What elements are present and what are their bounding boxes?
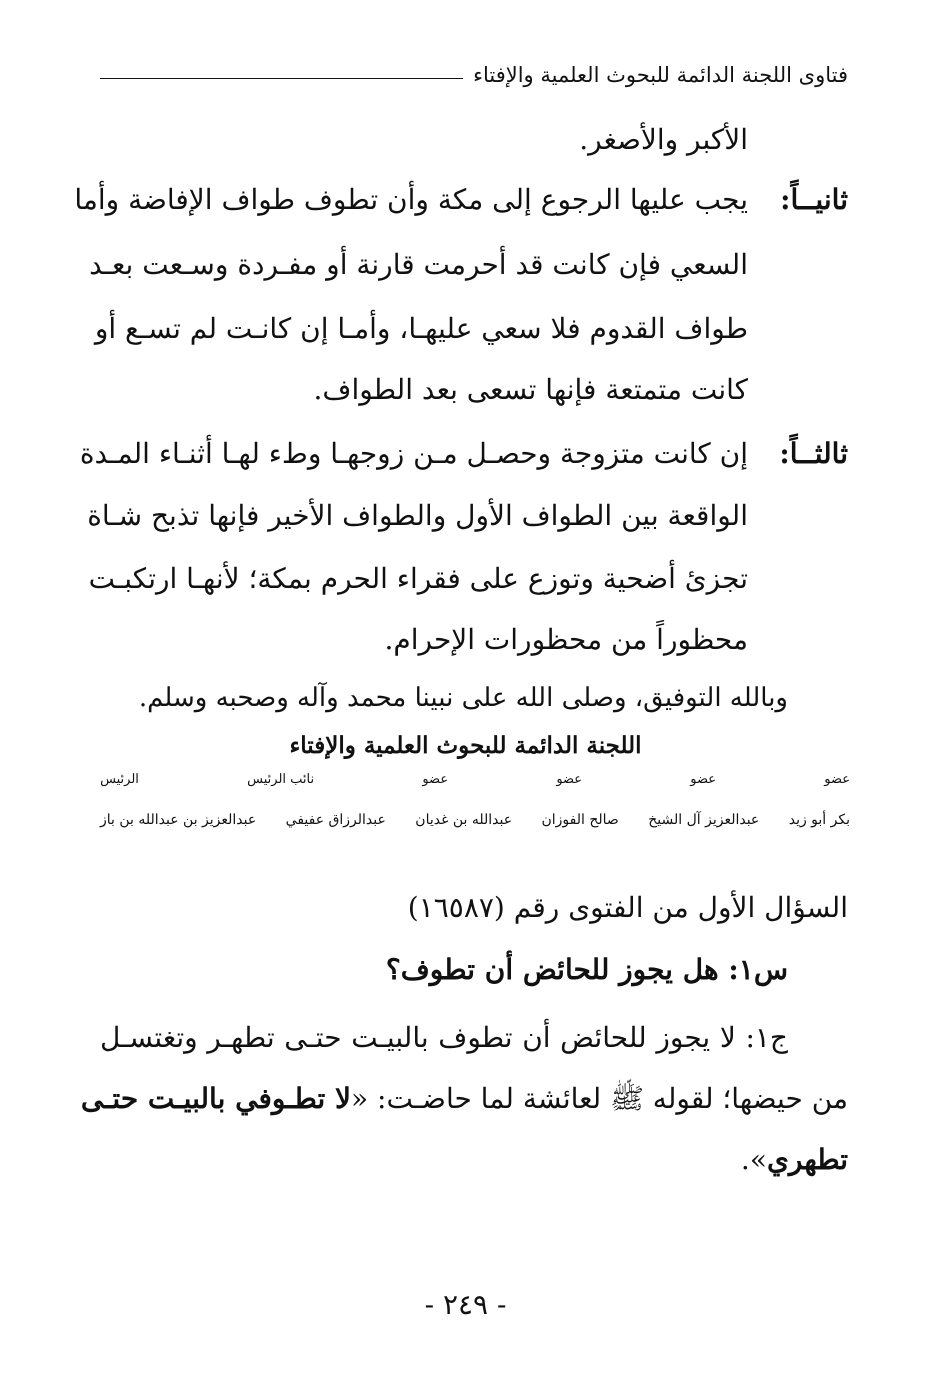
hadith-text: تطهري [766,1143,848,1176]
signature-names [100,812,850,828]
signature-name: بكر أبو زيد [788,812,850,828]
signature-role: عضو [824,772,850,787]
header-title: فتاوى اللجنة الدائمة للبحوث العلمية والإفتاء [473,63,848,87]
third-line: إن كانت متزوجة وحصـل مـن زوجهـا وطء لهـا أثنـاء المـدة [79,437,748,470]
third-line: الواقعة بين الطواف الأول والطواف الأخير فإنها تذبح شـاة [87,499,748,532]
hadith-text: لا تطـوفي بالبيـت حتـى [80,1082,351,1115]
body-line: الأكبر والأصغر. [579,123,748,156]
signature-name: عبدالعزيز آل الشيخ [648,812,760,828]
third-label: ثالثــاً: [779,437,848,470]
third-line: محظوراً من محظورات الإحرام. [384,623,748,656]
second-line: كانت متمتعة فإنها تسعى بعد الطواف. [313,373,748,406]
signature-name: عبدالرزاق عفيفي [285,812,386,828]
third-line: تجزئ أضحية وتوزع على فقراء الحرم بمكة؛ لأنهـا ارتكبـت [88,562,748,595]
running-header [100,58,848,92]
committee-title: اللجنة الدائمة للبحوث العلمية والإفتاء [289,732,642,759]
signature-name: عبدالعزيز بن عبدالله بن باز [100,812,257,828]
signature-role: الرئيس [100,772,139,787]
fatwa-heading: السؤال الأول من الفتوى رقم (١٦٥٨٧) [407,891,848,924]
signature-role: نائب الرئيس [247,772,315,787]
fatwa-question: س١: هل يجوز للحائض أن تطوف؟ [385,953,788,986]
second-label: ثانيــاً: [780,183,848,216]
closing-line: وبالله التوفيق، وصلى الله على نبينا محمد وآله وصحبه وسلم. [138,683,788,713]
fatwa-answer-line: ج١: لا يجوز للحائض أن تطوف بالبيـت حتـى تطهـر وتغتسـل [100,1021,788,1054]
second-line: طواف القدوم فلا سعي عليهـا، وأمـا إن كانـت لم تسـع أو [94,312,748,345]
answer-text: ». [740,1143,767,1176]
page-number: - ٢٤٩ - [424,1288,507,1321]
signature-role: عضو [556,772,583,787]
fatwa-answer-line [741,1138,848,1182]
signature-name: عبدالله بن غديان [415,812,513,828]
fatwa-answer-line [80,1077,848,1121]
answer-text: من حيضها؛ لقوله ﷺ لعائشة لما حاضـت: « [351,1082,848,1115]
signature-name: صالح الفوزان [541,812,619,828]
signature-roles [100,772,850,787]
header-rule [100,78,463,79]
second-line: يجب عليها الرجوع إلى مكة وأن تطوف طواف الإفاضة وأما [74,183,748,216]
signature-role: عضو [690,772,717,787]
second-line: السعي فإن كانت قد أحرمت قارنة أو مفـردة وسـعت بعـد [89,248,748,281]
signature-role: عضو [422,772,449,787]
